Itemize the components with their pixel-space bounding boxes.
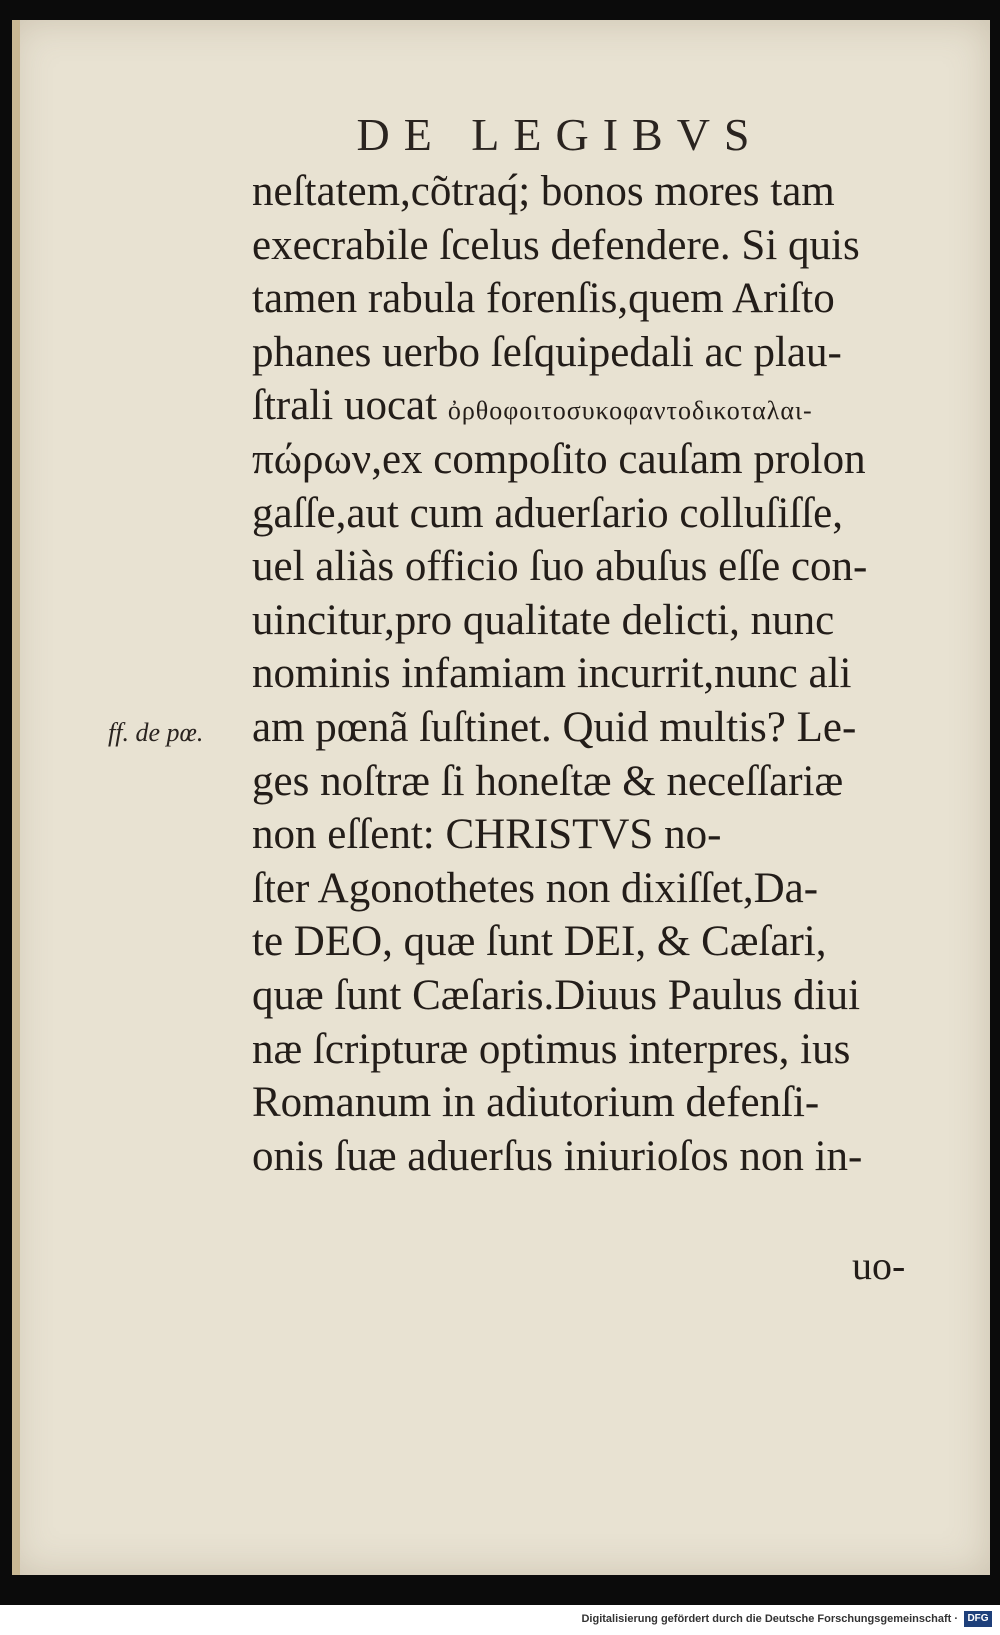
page-binding-edge — [12, 20, 20, 1575]
text-line: gaſſe,aut cum aduerſario colluſiſſe, — [252, 489, 844, 537]
catchword: uo- — [852, 1243, 906, 1288]
text-line: non eſſent: CHRISTVS no- — [252, 811, 722, 859]
running-head: DE LEGIBVS — [356, 109, 764, 160]
text-line: uel aliàs officio ſuo abuſus eſſe con- — [252, 543, 868, 591]
text-line: Romanum in adiutorium defenſi- — [252, 1079, 820, 1127]
text-line: nominis infamiam incurrit,nunc ali — [252, 650, 852, 698]
text-line: execrabile ſcelus defendere. Si quis — [252, 221, 860, 269]
funding-credit: Digitalisierung gefördert durch die Deutsche Forschungsgemeinschaft · — [581, 1613, 958, 1625]
text-line: onis ſuæ aduerſus iniurioſos non in- — [252, 1132, 863, 1180]
text-line: te DEO, quæ ſunt DEI, & Cæſari, — [252, 918, 827, 966]
digitization-footer — [0, 1605, 1000, 1635]
dfg-logo: DFG — [964, 1611, 992, 1627]
text-line: quæ ſunt Cæſaris.Diuus Paulus diui — [252, 971, 861, 1019]
text-line: ſter Agonothetes non dixiſſet,Da- — [252, 864, 819, 912]
body-text — [252, 165, 952, 1183]
marginal-note: ff. de pœ. — [108, 718, 204, 747]
text-line: neſtatem,cõtraq́; bonos mores tam — [252, 168, 835, 215]
text-line-with-greek — [252, 379, 952, 433]
text-line: ges noſtræ ſi honeſtæ & neceſſariæ — [252, 757, 844, 805]
text-line: næ ſcripturæ optimus interpres, ius — [252, 1025, 851, 1073]
text-line: πώρων,ex compoſito cauſam prolon — [252, 435, 866, 483]
text-line: am pœnã ſuſtinet. Quid multis? Le- — [252, 703, 857, 751]
text-line: phanes uerbo ſeſquipedali ac plau- — [252, 328, 842, 376]
greek-word: ὀρθοφοιτοσυκοφαντοδικοταλαι- — [447, 396, 813, 426]
text-fragment: ſtrali uocat — [252, 382, 438, 430]
text-line: tamen rabula forenſis,quem Ariſto — [252, 275, 835, 323]
text-line: uincitur,pro qualitate delicti, nunc — [252, 596, 835, 644]
